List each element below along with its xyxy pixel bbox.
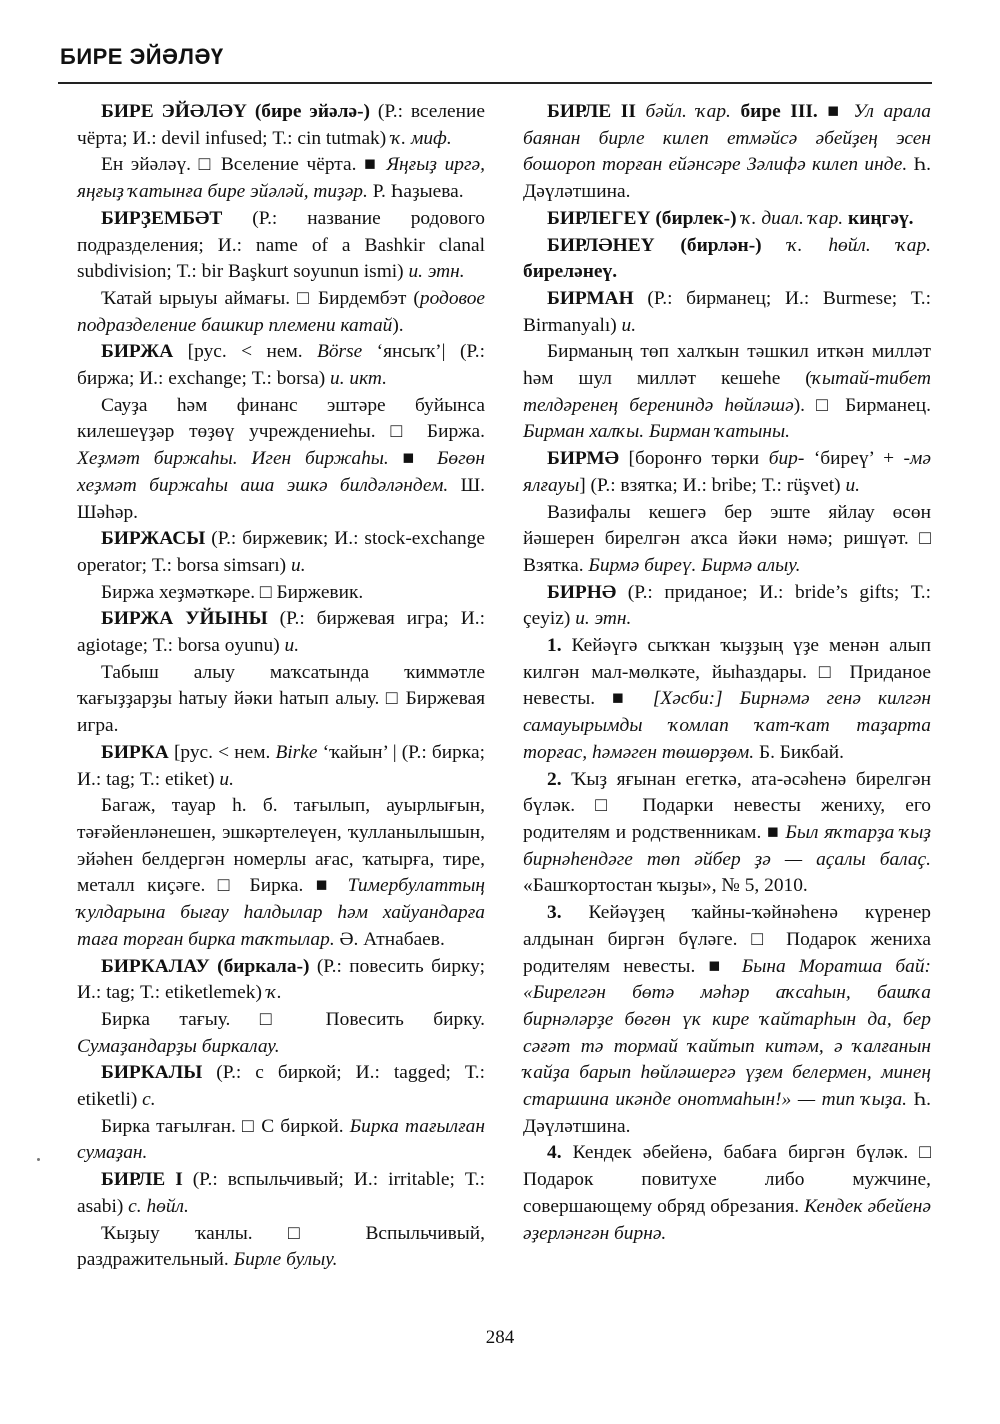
entry-birzembet-sense: Ҡатай ырыуы аймағы. □ Бирдембэт (родовое подразделение башкир племени катай).: [77, 287, 485, 336]
page-number: 284: [485, 1327, 515, 1348]
entry-birne-sense-2: 2. Ҡыҙ яғынан егеткә, ата-әсәһенә бирелгән бүләк. □ Подарки невесты жениху, его родителям и родственникам. ■ Был яҡтарҙа ҡыҙ бирнәһендәге төп әйбер ҙә — аҫалы балаҫ. «Башҡортостан ҡыҙы», № 5, 2010.: [523, 768, 931, 897]
entry-birka-sense: Багаж, тауар һ. б. тағылып, ауырлығын, тәғәйенләнешен, эшкәртелеүен, ҡулланылышын, эйәһен белдергән номерлы ағас, ҡатырға, тире, металл киҫәге. □ Бирка. ■ Тимербулаттың ҡулдарына бығау һалдылар һәм хайуандарға таға торған бирка таҡтылар. Ә. Атнабаев.: [77, 795, 485, 950]
entry-bire-eyelew: БИРЕ ЭЙӘЛӘҮ (бире эйәлә-) (Р.: вселение чёрта; И.: devil infused; Т.: cin tutmak) ҡ. миф.: [77, 101, 485, 149]
scan-speck: [37, 1158, 40, 1161]
entry-birne: БИРНӘ (Р.: приданое; И.: bride’s gifts; Т.: çeyiz) и. этн.: [523, 581, 931, 630]
headword: БИРЖА: [101, 341, 174, 363]
entry-birkaly-sense: Бирка тағылған. □ С биркой. Бирка тағылған сумаҙан.: [77, 1115, 485, 1164]
headword: БИРЖА УЙЫНЫ: [101, 608, 268, 630]
right-column: [523, 99, 931, 1247]
entry-birzha: БИРЖА [рус. < нем. Börse ‘янсыҡ’| (Р.: биржа; И.: exchange; Т.: borsa) и. икт.: [77, 341, 485, 390]
left-column: [77, 99, 485, 1274]
entry-birne-sense-4: 4. Кендек әбейенә, бабаға биргән бүләк. □ Подарок повитухе либо мужчине, совершающему обряд обрезания. Кендек әбейенә әҙерләнгән бирнә.: [523, 1142, 931, 1244]
headword: БИРЖАСЫ: [101, 528, 206, 550]
cross-reference: киңгәү.: [848, 207, 914, 229]
cross-reference: биреләнеү.: [523, 261, 618, 283]
headword: БИРКАЛЫ: [101, 1062, 203, 1084]
entry-birme: БИРМӘ [боронғо төрки бир- ‘биреү’ + -мә ялғауы] (Р.: взятка; И.: bribe; Т.: rüşvet) и.: [523, 448, 931, 496]
entry-birzha-uyyny-sense: Табыш алыу маҡсатында ҡиммәтле ҡағыҙҙарҙы һатыу йәки һатып алыу. □ Биржевая игра.: [77, 661, 485, 737]
headword: БИРКА: [101, 741, 169, 763]
entry-birme-sense: Вазифалы кешегә бер эште яйлау өсөн йәшерен бирелгән аҡса йәки нәмә; ришүәт. □ Взятка. Бирмә биреү. Бирмә алыу.: [523, 501, 931, 576]
entry-birne-sense-1: 1. Кейәүгә сыҡҡан ҡыҙҙың үҙе менән алып килгән мал-мөлкәте, йыһаздары. □ Приданое невесты. ■ [Хәсби:] Бирнәмә генә килгән самауырымды ҡомлап ҡат-ҡат таҙарта торғас, һәмәген төшөрҙөм. Б. Бикбай.: [523, 635, 931, 763]
entry-birne-sense-3: 3. Кейәүҙең ҡайны-ҡәйнәһенә күренер алдынан биргән бүләге. □ Подарок жениха родителям невесты. ■ Бына Моратша бай: «Бирелгән бөтә мәһәр аҡсаһын, башҡа бирнәләрҙе бөгөн үк кире ҡайтарһын да, бер сәғәт тә тормай ҡайтып китәм, ә ҡалғанын ҡайҙа барып һөйләшергә үҙем белермен, минең старшина икәнде онотмаһын!» — тип ҡыҙа. Һ. Дәүләтшина.: [523, 902, 931, 1137]
headword: БИРНӘ: [547, 581, 617, 603]
headword: БИРЛЕГЕҮ (бирлек-): [547, 207, 737, 229]
entry-birka: БИРКА [рус. < нем. Birke ‘ҡайын’ | (Р.: бирка; И.: tag; Т.: etiket) и.: [77, 741, 485, 790]
headword: БИРКАЛАУ (биркала-): [101, 955, 310, 977]
entry-birzembet: БИРҘЕМБӘТ (Р.: название родового подразделения; И.: name of a Bashkir clanal subdivision; Т.: bir Başkurt soyunun ismi) и. этн.: [77, 207, 485, 283]
entry-birkaly: БИРКАЛЫ (Р.: с биркой; И.: tagged; Т.: etiketli) с.: [77, 1062, 485, 1111]
headword: БИРЕ ЭЙӘЛӘҮ (бире эйәлә-): [101, 101, 370, 122]
entry-birlenew: БИРЛӘНЕҮ (бирлән-) ҡ. һөйл. ҡар. биреләнеү.: [523, 234, 931, 283]
entry-birle-2: БИРЛЕ II бәйл. ҡар. бире III. ■ Ул арала баянан бирле килеп етмәйсә әбейҙең эсен бошороп торған ейәнсәре Зәлифә килеп инде. Һ. Дәүләтшина.: [523, 101, 931, 203]
entry-bire-eyelew-sense: Ен эйәләү. □ Вселение чёрта. ■ Яңғыҙ иргә, яңғыҙ ҡатынға бире эйәләй, тиҙәр. Р. Һаҙыева.: [77, 154, 486, 203]
header-rule: [58, 82, 932, 84]
entry-birlegew: БИРЛЕГЕҮ (бирлек-) ҡ. диал. ҡар. киңгәү.: [547, 207, 914, 229]
entry-birman-sense: Бирманың төп халҡын тәшкил иткән милләт һәм шул милләт кешеһе (ҡытай-тибет телдәренең берениндә һөйләшә). □ Бирманец. Бирман халҡы. Бирман ҡатыны.: [523, 341, 931, 443]
entry-birkalaw: БИРКАЛАУ (биркала-) (Р.: повесить бирку; И.: tag; Т.: etiketlemek) ҡ.: [77, 955, 485, 1004]
entry-birzhasy: БИРЖАСЫ (Р.: биржевик; И.: stock-exchange operator; Т.: borsa simsarı) и.: [77, 528, 485, 576]
entry-birkalaw-sense: Бирка тағыу. □ Повесить бирку. Сумаҙандарҙы биркалау.: [77, 1008, 485, 1057]
headword: БИРЛЕ II: [547, 101, 636, 122]
headword: БИРЛӘНЕҮ (бирлән-): [547, 234, 762, 256]
entry-birzha-sense: Сауҙа һәм финанс эштәре буйынса килешеүҙәр төҙөү учреждениеһы. □ Биржа. Хеҙмәт биржаһы. Иген биржаһы. ■ Бөгөн хеҙмәт биржаһы аша эшкә билдәләндем. Ш. Шәһәр.: [77, 394, 485, 523]
entry-birman: БИРМАН (Р.: бирманец; И.: Burmese; Т.: Birmanyalı) и.: [523, 287, 931, 336]
headword: БИРЛЕ I: [101, 1169, 183, 1191]
entry-birle-1-sense: Ҡыҙыу ҡанлы. □ Вспыльчивый, раздражительный. Бирле булыу.: [77, 1222, 485, 1271]
running-head: БИРЕ ЭЙӘЛӘҮ: [60, 44, 224, 69]
headword: БИРМАН: [547, 287, 634, 309]
entry-birle-1: БИРЛЕ I (Р.: вспыльчивый; И.: irritable; Т.: asabi) с. һөйл.: [77, 1169, 485, 1217]
cross-reference: бире III.: [740, 101, 818, 122]
entry-birzha-uyyny: БИРЖА УЙЫНЫ (Р.: биржевая игра; И.: agiotage; Т.: borsa oyunu) и.: [77, 608, 485, 657]
headword: БИРҘЕМБӘТ: [101, 207, 223, 229]
entry-birzhasy-sense: Биржа хеҙмәткәре. □ Биржевик.: [101, 581, 364, 603]
headword: БИРМӘ: [547, 448, 620, 470]
